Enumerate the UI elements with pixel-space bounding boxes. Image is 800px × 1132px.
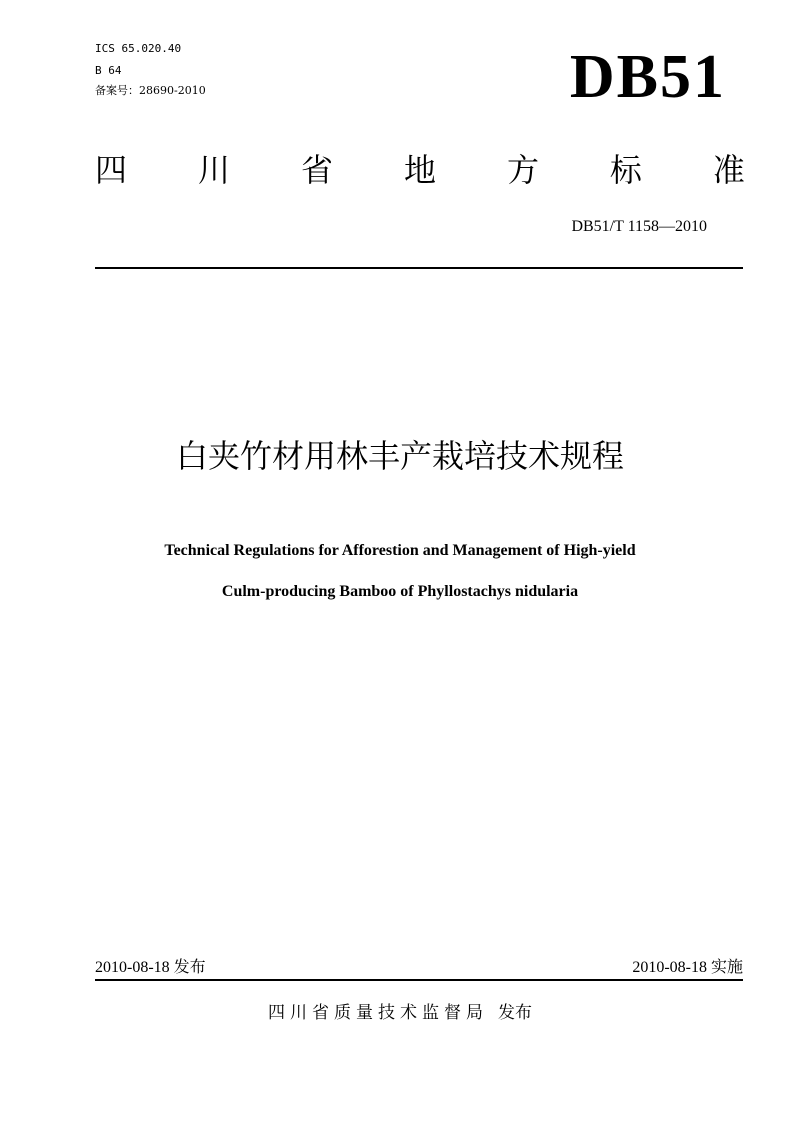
issuer-line [0, 1002, 800, 1024]
standard-type-char: 准 [712, 151, 745, 189]
issuer-action: 发布 [498, 1003, 532, 1023]
implementation-date: 2010-08-18 实施 [632, 959, 743, 976]
ics-code: ICS 65.020.40 [95, 42, 182, 55]
title-english-line-1: Technical Regulations for Afforestion and Management of High-yield [164, 542, 636, 559]
issue-date: 2010-08-18 发布 [95, 959, 206, 976]
standard-type-char: 方 [506, 151, 539, 189]
record-number: 备案号：28690-2010 [95, 84, 206, 97]
standard-type-char: 地 [403, 151, 436, 189]
title-english-line-2: Culm-producing Bamboo of Phyllostachys nidularia [221, 583, 579, 600]
issuer-name: 四川省质量技术监督局 [268, 1003, 488, 1023]
standard-number: DB51/T 1158—2010 [571, 218, 707, 235]
standard-type-char: 标 [609, 151, 642, 189]
footer-divider [95, 979, 743, 981]
standard-code: DB51 [569, 43, 726, 111]
title-chinese: 白夹竹材用林丰产栽培技术规程 [175, 437, 624, 475]
classification-code: B 64 [95, 64, 122, 77]
standard-type-char: 四 [95, 151, 128, 189]
standard-type-char: 省 [300, 151, 333, 189]
standard-type-heading [95, 150, 745, 190]
standard-type-char: 川 [197, 151, 230, 189]
header-divider [95, 267, 743, 269]
